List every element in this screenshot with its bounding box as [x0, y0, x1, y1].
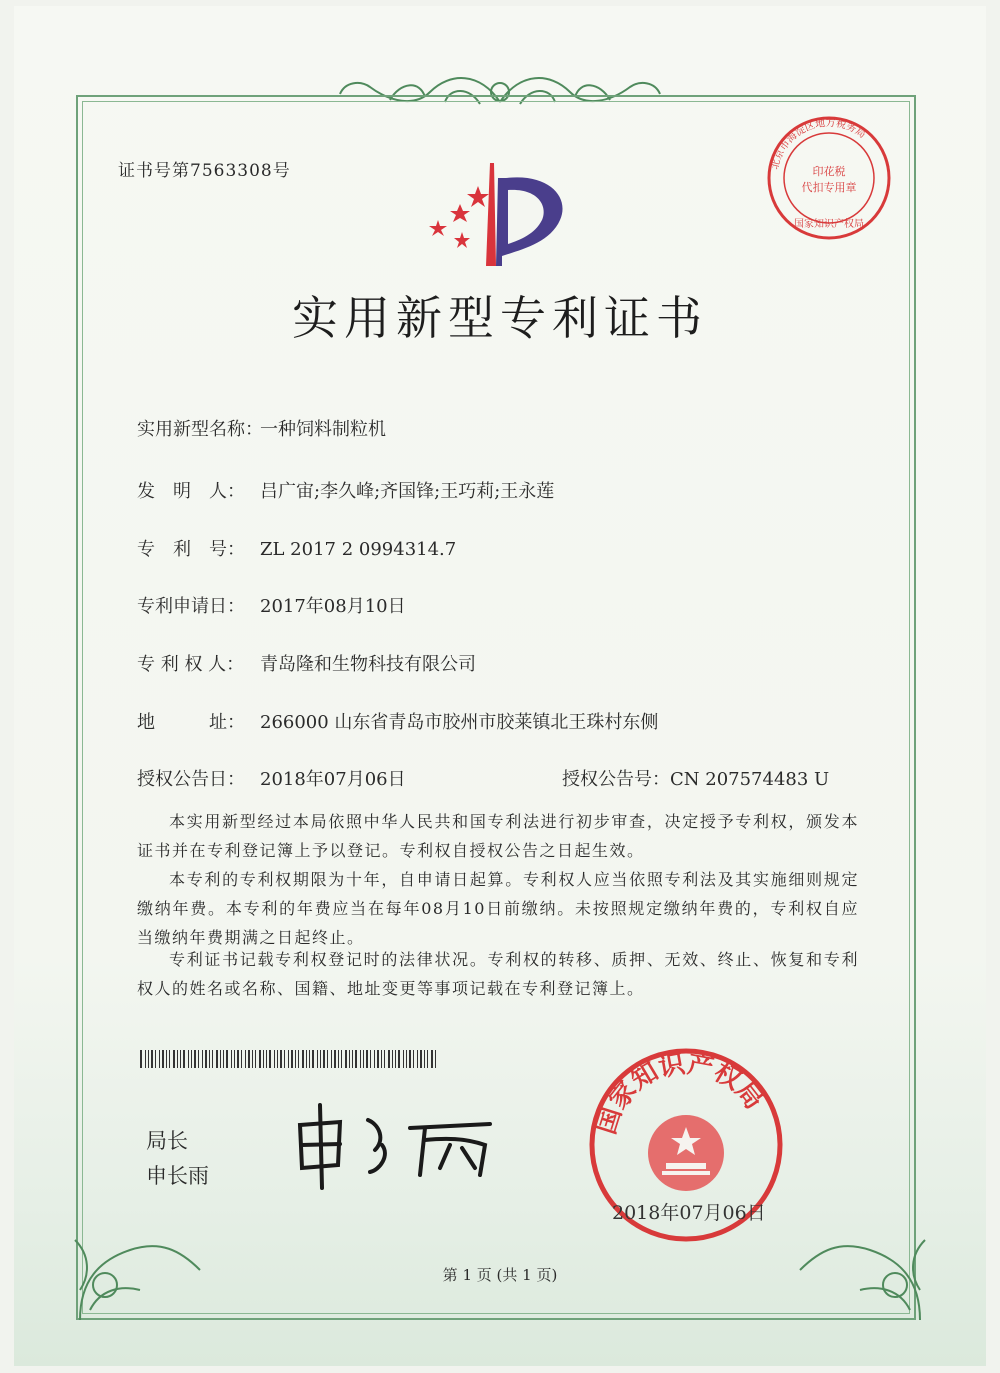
barcode-bar — [220, 1050, 221, 1068]
barcode-bar — [306, 1050, 307, 1068]
barcode-bar — [188, 1050, 189, 1068]
field-value: 2017年08月10日 — [260, 596, 406, 617]
barcode-bar — [413, 1050, 414, 1068]
barcode-bar — [317, 1050, 318, 1068]
bottom-right-ornament — [780, 1180, 940, 1330]
barcode-bar — [327, 1050, 328, 1068]
barcode-bar — [169, 1050, 170, 1068]
barcode-bar — [234, 1050, 235, 1068]
barcode-bar — [255, 1050, 256, 1068]
barcode-bar — [166, 1050, 167, 1068]
field-label: 专 利 权 人： — [137, 654, 245, 675]
barcode-bar — [331, 1050, 332, 1068]
barcode-bar — [202, 1050, 203, 1068]
barcode-bar — [177, 1050, 178, 1068]
barcode-bar — [274, 1050, 275, 1068]
barcode-bar — [284, 1050, 285, 1068]
director-signature — [290, 1100, 510, 1190]
barcode-bar — [269, 1050, 271, 1068]
barcode-bar — [366, 1050, 368, 1068]
barcode-bar — [212, 1050, 213, 1068]
certificate-title: 实用新型专利证书 — [292, 291, 708, 345]
barcode-bar — [180, 1050, 181, 1068]
barcode-bar — [374, 1050, 375, 1068]
barcode-bar — [352, 1050, 353, 1068]
paragraph-legal-status: 专利证书记载专利权登记时的法律状况。专利权的转移、质押、无效、终止、恢复和专利权人的姓名或名称、国籍、地址变更等事项记载在专利登记簿上。 — [137, 950, 859, 998]
field-label: 专 利 号： — [137, 539, 245, 560]
barcode-bar — [198, 1050, 199, 1068]
field-address — [137, 708, 658, 734]
barcode-bar — [295, 1050, 296, 1068]
paragraph-term: 本专利的专利权期限为十年，自申请日起算。专利权人应当依照专利法及其实施细则规定缴纳年费。本专利的年费应当在每年08月10日前缴纳。未按照规定缴纳年费的，专利权自应当缴纳年费期满之日起终止。 — [137, 870, 859, 947]
barcode-bar — [263, 1050, 264, 1068]
barcode-bar — [291, 1050, 293, 1068]
barcode-bar — [370, 1050, 371, 1068]
barcode-bar — [302, 1050, 304, 1068]
certificate-number: 证书号第7563308号 — [118, 161, 291, 181]
barcode-bar — [395, 1050, 396, 1068]
field-value: 青岛隆和生物科技有限公司 — [260, 654, 476, 675]
field-label: 授权公告号： — [562, 769, 670, 790]
barcode-bar — [194, 1050, 196, 1068]
field-utility-model-name — [137, 415, 386, 441]
barcode-bar — [363, 1050, 364, 1068]
bottom-left-ornament — [60, 1180, 220, 1330]
barcode-bar — [427, 1050, 428, 1068]
field-value: 2018年07月06日 — [260, 769, 406, 790]
barcode-bar — [431, 1050, 433, 1068]
barcode-bar — [298, 1050, 299, 1068]
barcode-bar — [377, 1050, 379, 1068]
barcode-bar — [424, 1050, 425, 1068]
barcode-bar — [312, 1050, 314, 1068]
barcode-bar — [205, 1050, 207, 1068]
barcode-bar — [403, 1050, 404, 1068]
barcode-bar — [241, 1050, 242, 1068]
barcode-bar — [173, 1050, 175, 1068]
barcode-bar — [280, 1050, 282, 1068]
barcode-bar — [266, 1050, 267, 1068]
barcode-bar — [384, 1050, 385, 1068]
paragraph-examination: 本实用新型经过本局依照中华人民共和国专利法进行初步审查，决定授予专利权，颁发本证书并在专利登记簿上予以登记。专利权自授权公告之日起生效。 — [137, 812, 859, 860]
barcode-bar — [388, 1050, 390, 1068]
barcode-bar — [248, 1050, 250, 1068]
field-value: 266000 山东省青岛市胶州市胶莱镇北王珠村东侧 — [260, 712, 659, 733]
barcode-bar — [191, 1050, 192, 1068]
seal-ring-text: 国家知识产权局 — [591, 1049, 769, 1138]
barcode-bar — [334, 1050, 336, 1068]
page-number: 第 1 页 (共 1 页) — [442, 1266, 558, 1284]
barcode-bar — [223, 1050, 224, 1068]
barcode-bar — [226, 1050, 228, 1068]
field-grant-date — [137, 765, 406, 791]
barcode-bar — [417, 1050, 418, 1068]
barcode-bar — [259, 1050, 261, 1068]
barcode-bar — [151, 1050, 153, 1068]
barcode-bar — [320, 1050, 321, 1068]
barcode-bar — [360, 1050, 361, 1068]
barcode-bar — [252, 1050, 253, 1068]
barcode-bar — [140, 1050, 142, 1068]
patent-office-logo — [420, 158, 580, 278]
barcode-bar — [349, 1050, 350, 1068]
field-label: 地 址： — [137, 712, 245, 733]
field-value: 一种饲料制粒机 — [260, 419, 386, 440]
barcode-bar — [145, 1050, 146, 1068]
barcode-bar — [381, 1050, 382, 1068]
barcode-bar — [435, 1050, 436, 1068]
barcode-bar — [245, 1050, 246, 1068]
seal-center-text-2: 代扣专用章 — [801, 181, 857, 194]
barcode-bar — [216, 1050, 218, 1068]
seal-ring-text: 北京市海淀区地方税务局 — [769, 117, 868, 171]
field-filing-date — [137, 592, 406, 618]
barcode-bar — [420, 1050, 422, 1068]
tax-seal — [764, 113, 894, 243]
barcode-bar — [406, 1050, 407, 1068]
field-patent-number — [137, 535, 456, 561]
barcode-bar — [231, 1050, 232, 1068]
barcode-bar — [345, 1050, 347, 1068]
barcode-bar — [237, 1050, 239, 1068]
field-inventor — [137, 477, 554, 503]
director-name: 申长雨 — [146, 1164, 209, 1188]
field-label: 实用新型名称： — [137, 419, 263, 440]
barcode-bar — [148, 1050, 149, 1068]
barcode-bar — [288, 1050, 289, 1068]
barcode-bar — [398, 1050, 400, 1068]
field-label: 发 明 人： — [137, 481, 245, 502]
field-value: CN 207574483 U — [670, 769, 830, 790]
field-grant-publication-number — [562, 765, 829, 791]
barcode — [140, 1050, 440, 1068]
barcode-bar — [309, 1050, 310, 1068]
field-label: 专利申请日： — [137, 596, 245, 617]
barcode-bar — [355, 1050, 357, 1068]
barcode-bar — [159, 1050, 160, 1068]
seal-date: 2018年07月06日 — [612, 1202, 766, 1224]
seal-bottom-text: 国家知识产权局 — [794, 219, 864, 230]
barcode-bar — [209, 1050, 210, 1068]
barcode-bar — [183, 1050, 185, 1068]
barcode-bar — [162, 1050, 164, 1068]
barcode-bar — [341, 1050, 342, 1068]
svg-text:北京市海淀区地方税务局 — [769, 116, 868, 171]
field-label: 授权公告日： — [137, 769, 245, 790]
field-value: ZL 2017 2 0994314.7 — [260, 539, 457, 560]
field-patentee — [137, 650, 476, 676]
barcode-bar — [155, 1050, 156, 1068]
barcode-bar — [323, 1050, 325, 1068]
director-title: 局长 — [146, 1129, 188, 1153]
barcode-bar — [392, 1050, 393, 1068]
barcode-bar — [338, 1050, 339, 1068]
barcode-bar — [409, 1050, 411, 1068]
seal-center-text-1: 印花税 — [812, 165, 846, 178]
barcode-bar — [277, 1050, 278, 1068]
field-value: 吕广宙;李久峰;齐国锋;王巧莉;王永莲 — [260, 481, 555, 502]
